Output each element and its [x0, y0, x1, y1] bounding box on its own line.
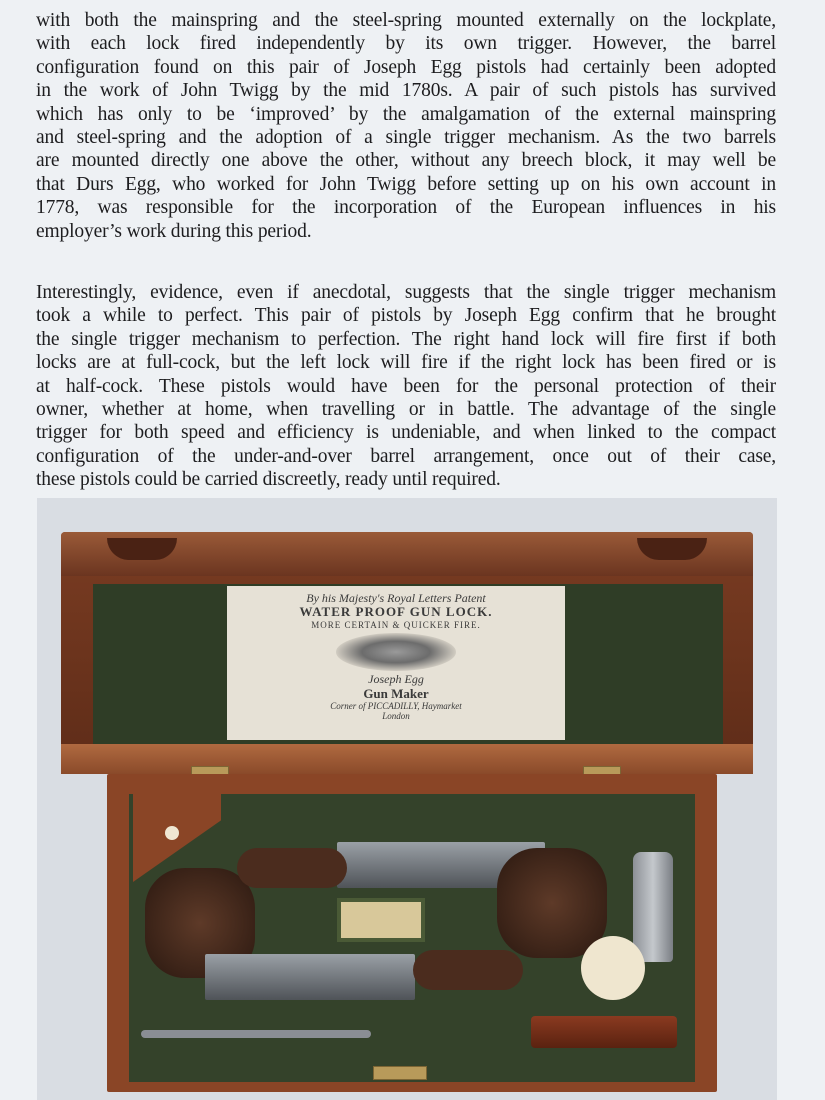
text-line: that Durs Egg, who worked for John Twigg before setting up on his own account in: [36, 173, 776, 195]
text-line: employer’s work during this period.: [36, 220, 312, 242]
text-line: and steel-spring and the adoption of a single trigger mechanism. As the two barrels: [36, 126, 776, 148]
label-line: Gun Maker: [363, 685, 429, 701]
text-line: took a while to perfect. This pair of pistols by Joseph Egg confirm that he brought: [36, 305, 776, 327]
text-line: configuration found on this pair of Joseph Egg pistols had certainly been adopted: [36, 56, 776, 78]
label-line: London: [382, 711, 410, 722]
ivory-box: [581, 936, 645, 1000]
text-line: owner, whether at home, when travelling or in battle. The advantage of the single: [36, 398, 776, 420]
bullet-mould: [633, 852, 673, 962]
pistol-barrel-bottom: [205, 954, 415, 1000]
text-line: configuration of the under-and-over barrel arrangement, once out of their case,: [36, 445, 776, 467]
paragraph-1: [36, 9, 776, 243]
royal-arms-crest: [336, 633, 456, 671]
text-line: are mounted directly one above the other, without any breech block, it may well be: [36, 150, 776, 172]
text-line: at half-cock. These pistols would have been for the personal protection of their: [36, 375, 776, 397]
text-line: with each lock fired independently by its own trigger. However, the barrel: [36, 33, 776, 55]
case-lock-escutcheon: [373, 1066, 427, 1080]
paragraph-2: [36, 281, 776, 492]
pistol-grip-right: [497, 848, 607, 958]
label-line: WATER PROOF GUN LOCK.: [299, 604, 493, 620]
text-line: which has only to be ‘improved’ by the amalgamation of the external mainspring: [36, 103, 776, 125]
ivory-knob: [165, 826, 179, 840]
label-line: Corner of PICCADILLY, Haymarket: [330, 701, 462, 712]
ramrod: [141, 1030, 371, 1038]
text-line: 1778, was responsible for the incorporation of the European influences in his: [36, 197, 776, 219]
label-line: MORE CERTAIN & QUICKER FIRE.: [311, 619, 481, 630]
label-line: Joseph Egg: [368, 672, 424, 687]
text-line: in the work of John Twigg by the mid 1780s. A pair of such pistols has survived: [36, 80, 776, 102]
text-line: locks are at full-cock, but the left lock will fire if the right lock has been fired or is: [36, 352, 776, 374]
lid-lower-rim: [61, 744, 753, 774]
text-line: these pistols could be carried discreetly, ready until required.: [36, 469, 501, 491]
text-line: the single trigger mechanism to perfection. The right hand lock will fire first if both: [36, 328, 776, 350]
pistol-lock-top: [237, 848, 347, 888]
lid-corner-brass: [637, 538, 707, 560]
pistol-lock-bottom: [413, 950, 523, 990]
pistol-case-photo: [37, 498, 777, 1100]
powder-flask: [531, 1016, 677, 1048]
text-line: trigger for both speed and efficiency is undeniable, and when linked to the compact: [36, 422, 776, 444]
lid-corner-brass: [107, 538, 177, 560]
text-line: with both the mainspring and the steel-spring mounted externally on the lockplate,: [36, 10, 776, 31]
trade-label: [227, 586, 565, 740]
flints-pocket: [337, 898, 425, 942]
label-line: By his Majesty's Royal Letters Patent: [306, 591, 486, 605]
text-line: Interestingly, evidence, even if anecdotal, suggests that the single trigger mechanism: [36, 282, 776, 303]
